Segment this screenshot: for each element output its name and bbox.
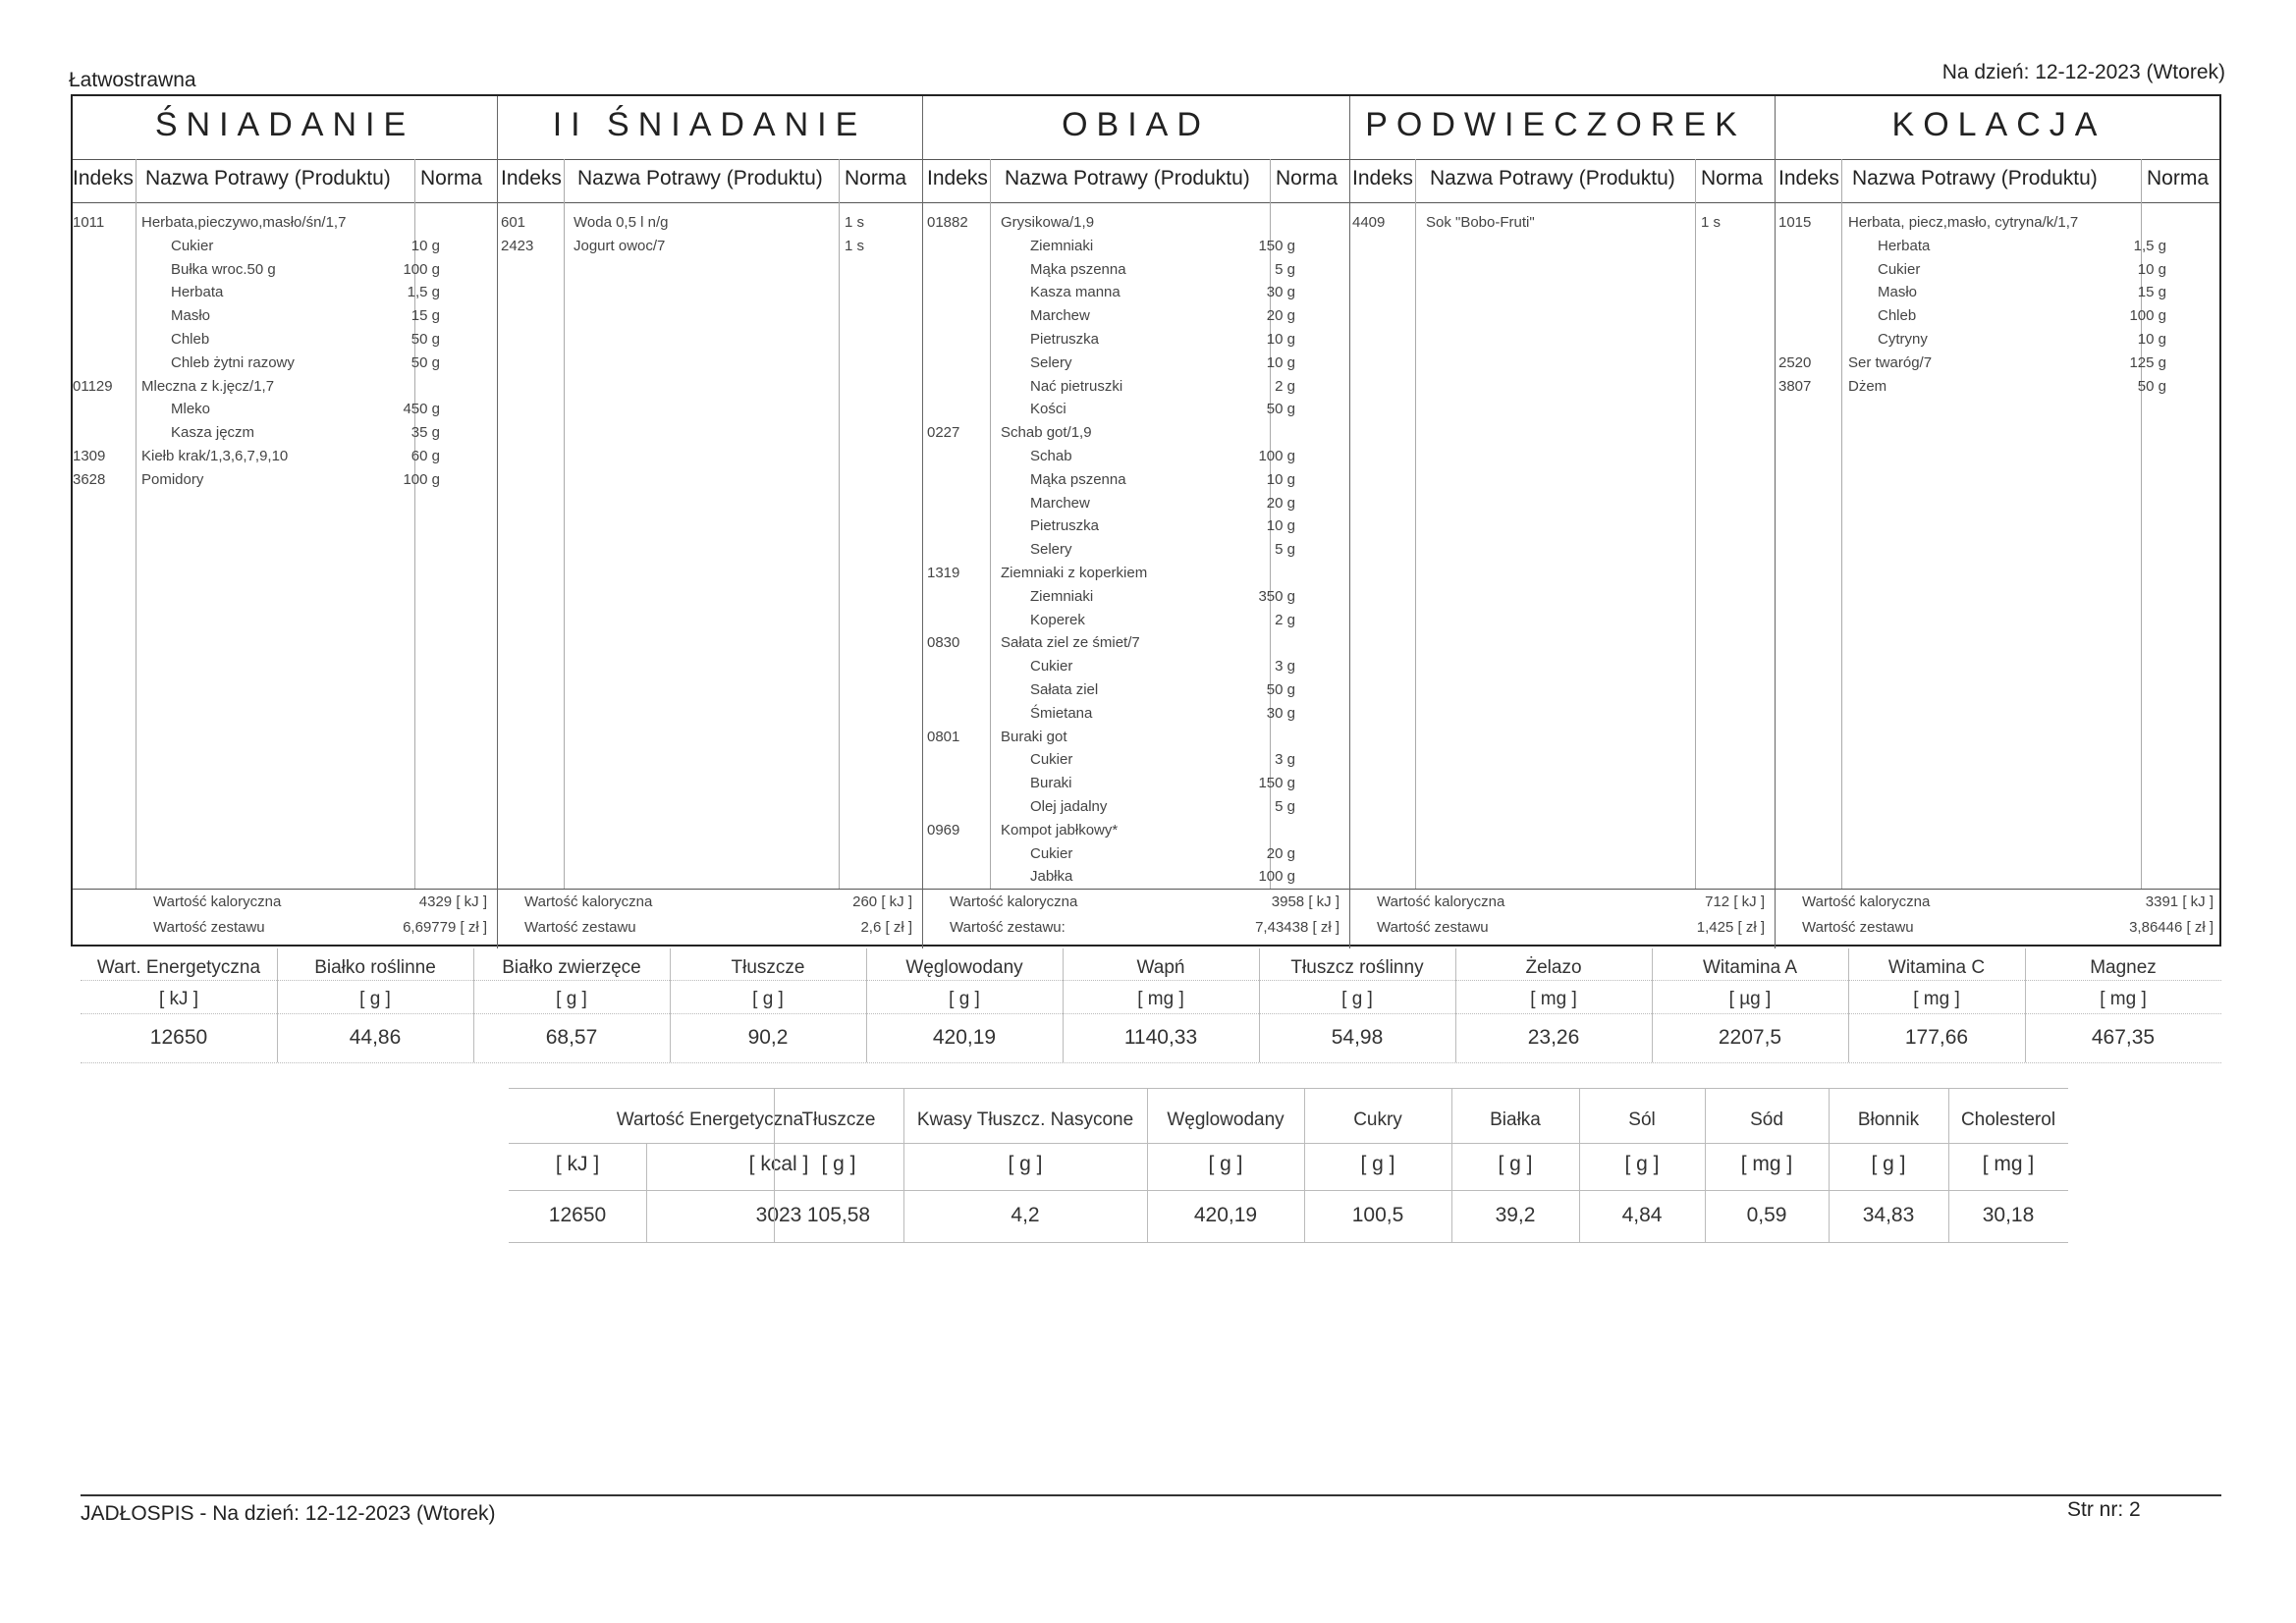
nutrient-unit: [ mg ] xyxy=(1913,989,1960,1009)
nutrient2-value: 34,83 xyxy=(1862,1204,1915,1226)
meal-divider xyxy=(497,96,498,948)
row-norma: 30 g xyxy=(1266,704,1295,722)
row-product-name: Buraki got xyxy=(1001,728,1067,745)
row-norma: 50 g xyxy=(1266,401,1295,418)
meal-title: ŚNIADANIE xyxy=(154,106,415,143)
kcal-value: 712 [ kJ ] xyxy=(1705,893,1765,910)
column-divider xyxy=(1841,159,1842,889)
row-index: 0830 xyxy=(927,634,960,652)
row-norma: 100 g xyxy=(1258,448,1295,464)
kcal-value: 3391 [ kJ ] xyxy=(2145,893,2214,910)
nutrient-header: Tłuszcz roślinny xyxy=(1290,957,1424,978)
nutrient-unit: [ mg ] xyxy=(1137,989,1184,1009)
energy-value: 12650 xyxy=(548,1204,607,1226)
cost-value: 7,43438 [ zł ] xyxy=(1255,919,1339,936)
row-product-name: Jogurt owoc/7 xyxy=(574,237,666,254)
nutrient2-divider xyxy=(1304,1088,1305,1243)
row-norma: 1 s xyxy=(1700,214,1721,231)
nutrient2-unit: [ g ] xyxy=(1008,1153,1043,1175)
nutrient-unit: [ g ] xyxy=(752,989,784,1009)
nutrient2-value: 4,84 xyxy=(1621,1204,1663,1226)
page-number: Str nr: 2 xyxy=(2067,1498,2141,1521)
nutrient-header: Witamina C xyxy=(1887,957,1986,978)
footer-title: JADŁOSPIS - Na dzień: 12-12-2023 (Wtorek) xyxy=(81,1502,496,1525)
row-product-name: Woda 0,5 l n/g xyxy=(574,214,669,231)
nutrient2-unit: [ g ] xyxy=(1360,1153,1395,1175)
kcal-label: Wartość kaloryczna xyxy=(950,893,1078,910)
row-product-name: Grysikowa/1,9 xyxy=(1001,214,1095,231)
nutrient2-divider xyxy=(903,1088,904,1243)
meal-title: II ŚNIADANIE xyxy=(552,106,867,143)
nutrient-value: 177,66 xyxy=(1904,1026,1969,1049)
row-norma: 5 g xyxy=(1275,260,1295,278)
row-norma: 1,5 g xyxy=(407,284,440,301)
row-product-name: Pietruszka xyxy=(1030,517,1100,535)
row-product-name: Buraki xyxy=(1030,775,1072,792)
nutrient-value: 12650 xyxy=(149,1026,208,1049)
cost-value: 3,86446 [ zł ] xyxy=(2129,919,2214,936)
row-norma: 350 g xyxy=(1258,587,1295,605)
diet-type: Łatwostrawna xyxy=(69,69,196,91)
nutrient-divider xyxy=(277,948,278,1062)
row-index: 2423 xyxy=(501,237,534,254)
cost-label: Wartość zestawu: xyxy=(950,919,1066,936)
nutrient-divider xyxy=(866,948,867,1062)
nutrient2-value: 100,5 xyxy=(1351,1204,1404,1226)
row-norma: 10 g xyxy=(1266,353,1295,371)
column-divider xyxy=(1695,159,1696,889)
row-norma: 10 g xyxy=(1266,331,1295,348)
row-norma: 5 g xyxy=(1275,541,1295,559)
row-norma: 150 g xyxy=(1258,237,1295,254)
menu-grid xyxy=(71,94,2221,947)
row-index: 01882 xyxy=(927,214,968,231)
energy-unit: [ kcal ] xyxy=(748,1153,809,1175)
kcal-label: Wartość kaloryczna xyxy=(1377,893,1505,910)
nutrient-rule xyxy=(81,980,2221,981)
col-header-nazwa: Nazwa Potrawy (Produktu) xyxy=(1852,167,2098,189)
nutrient-rule xyxy=(81,1013,2221,1014)
nutrient2-unit: [ g ] xyxy=(1208,1153,1243,1175)
nutrient2-divider xyxy=(1147,1088,1148,1243)
nutrient2-header: Błonnik xyxy=(1857,1109,1920,1130)
nutrient2-unit: [ g ] xyxy=(1624,1153,1660,1175)
row-index: 1015 xyxy=(1778,214,1812,231)
row-norma: 20 g xyxy=(1266,307,1295,325)
nutrient-value: 54,98 xyxy=(1331,1026,1384,1049)
row-product-name: Mąka pszenna xyxy=(1030,260,1126,278)
meal-title: OBIAD xyxy=(1062,106,1210,143)
row-norma: 1 s xyxy=(844,214,864,231)
nutrient-unit: [ g ] xyxy=(1341,989,1373,1009)
nutrient2-value: 105,58 xyxy=(806,1204,871,1226)
nutrient-header: Żelazo xyxy=(1525,957,1582,978)
kcal-value: 3958 [ kJ ] xyxy=(1271,893,1339,910)
nutrient2-unit: [ g ] xyxy=(1498,1153,1533,1175)
nutrient-unit: [ g ] xyxy=(359,989,391,1009)
row-norma: 1 s xyxy=(844,237,864,254)
row-product-name: Cytryny xyxy=(1878,331,1928,348)
row-product-name: Ziemniaki z koperkiem xyxy=(1001,565,1148,581)
nutrient-unit: [ µg ] xyxy=(1728,989,1772,1009)
nutrient2-unit: [ mg ] xyxy=(1982,1153,2035,1175)
meal-divider xyxy=(922,96,923,948)
row-product-name: Cukier xyxy=(171,237,214,254)
row-norma: 10 g xyxy=(1266,517,1295,535)
row-norma: 20 g xyxy=(1266,494,1295,512)
row-norma: 50 g xyxy=(2137,377,2166,395)
nutrient2-divider xyxy=(1829,1088,1830,1243)
nutrient2-value: 0,59 xyxy=(1746,1204,1787,1226)
nutrient2-header: Sód xyxy=(1750,1109,1783,1130)
nutrient2-unit: [ mg ] xyxy=(1740,1153,1793,1175)
col-header-indeks: Indeks xyxy=(927,167,988,189)
row-product-name: Bułka wroc.50 g xyxy=(171,260,276,278)
nutrient2-divider xyxy=(1579,1088,1580,1243)
nutrient-value: 90,2 xyxy=(747,1026,789,1049)
row-product-name: Cukier xyxy=(1030,751,1073,769)
row-norma: 15 g xyxy=(2137,284,2166,301)
nutrient2-value: 39,2 xyxy=(1495,1204,1536,1226)
row-norma: 50 g xyxy=(410,331,440,348)
nutrient-divider xyxy=(473,948,474,1062)
nutrient2-divider xyxy=(1705,1088,1706,1243)
nutrient-value: 68,57 xyxy=(545,1026,598,1049)
row-norma: 10 g xyxy=(2137,331,2166,348)
row-product-name: Ser twaróg/7 xyxy=(1848,353,1933,371)
column-divider xyxy=(564,159,565,889)
nutrient2-divider xyxy=(1451,1088,1452,1243)
row-index: 01129 xyxy=(73,377,113,395)
meal-title: KOLACJA xyxy=(1891,106,2106,143)
row-product-name: Selery xyxy=(1030,353,1072,371)
row-norma: 15 g xyxy=(410,307,440,325)
nutrient2-divider xyxy=(774,1088,775,1243)
row-norma: 35 g xyxy=(410,424,440,442)
row-product-name: Sałata ziel ze śmiet/7 xyxy=(1001,634,1140,652)
col-header-nazwa: Nazwa Potrawy (Produktu) xyxy=(1005,167,1250,189)
row-index: 4409 xyxy=(1352,214,1386,231)
nutrient2-header: Węglowodany xyxy=(1167,1109,1285,1130)
nutrient-header: Witamina A xyxy=(1702,957,1798,978)
row-norma: 1,5 g xyxy=(2133,237,2166,254)
row-norma: 3 g xyxy=(1275,658,1295,676)
nutrient-divider xyxy=(670,948,671,1062)
nutrient-divider xyxy=(1259,948,1260,1062)
col-header-norma: Norma xyxy=(2147,167,2210,189)
row-product-name: Mleko xyxy=(171,401,211,418)
row-product-name: Herbata,pieczywo,masło/śn/1,7 xyxy=(141,214,347,231)
cost-label: Wartość zestawu xyxy=(1802,919,1914,936)
column-divider xyxy=(839,159,840,889)
row-product-name: Chleb xyxy=(171,331,210,348)
kcal-value: 4329 [ kJ ] xyxy=(418,893,487,910)
row-product-name: Herbata, piecz,masło, cytryna/k/1,7 xyxy=(1848,214,2079,231)
energy-header: Wartość Energetyczna xyxy=(616,1109,804,1130)
nutrient2-header: Cholesterol xyxy=(1960,1109,2056,1130)
row-product-name: Cukier xyxy=(1878,260,1921,278)
nutrient-value: 467,35 xyxy=(2091,1026,2156,1049)
col-header-norma: Norma xyxy=(420,167,483,189)
row-norma: 150 g xyxy=(1258,775,1295,792)
row-index: 3628 xyxy=(73,470,106,488)
cost-value: 1,425 [ zł ] xyxy=(1696,919,1765,936)
row-norma: 10 g xyxy=(410,237,440,254)
nutrient2-rule xyxy=(509,1190,2068,1191)
row-product-name: Marchew xyxy=(1030,494,1090,512)
column-divider xyxy=(1415,159,1416,889)
row-product-name: Schab got/1,9 xyxy=(1001,424,1092,442)
row-index: 0969 xyxy=(927,821,960,839)
nutrient-rule xyxy=(81,1062,2221,1063)
row-norma: 5 g xyxy=(1275,798,1295,815)
row-norma: 50 g xyxy=(1266,681,1295,698)
energy-value: 3023 xyxy=(755,1204,802,1226)
row-index: 1011 xyxy=(73,214,105,231)
row-norma: 50 g xyxy=(410,353,440,371)
nutrient2-header: Kwasy Tłuszcz. Nasycone xyxy=(916,1109,1134,1130)
nutrient-unit: [ g ] xyxy=(556,989,587,1009)
col-header-nazwa: Nazwa Potrawy (Produktu) xyxy=(1430,167,1675,189)
nutrient-header: Węglowodany xyxy=(905,957,1023,978)
col-header-norma: Norma xyxy=(845,167,907,189)
row-product-name: Ziemniaki xyxy=(1030,237,1094,254)
col-header-nazwa: Nazwa Potrawy (Produktu) xyxy=(577,167,823,189)
row-index: 2520 xyxy=(1778,353,1812,371)
nutrient-divider xyxy=(1848,948,1849,1062)
nutrient2-divider xyxy=(1948,1088,1949,1243)
nutrient2-unit: [ g ] xyxy=(821,1153,856,1175)
row-norma: 2 g xyxy=(1275,377,1295,395)
row-product-name: Kasza manna xyxy=(1030,284,1121,301)
nutrient-header: Magnez xyxy=(2090,957,2157,978)
row-index: 1319 xyxy=(927,565,960,581)
meal-divider xyxy=(1775,96,1776,948)
row-norma: 2 g xyxy=(1275,611,1295,628)
row-product-name: Jabłka xyxy=(1030,868,1073,886)
kcal-value: 260 [ kJ ] xyxy=(852,893,912,910)
row-product-name: Sok "Bobo-Fruti" xyxy=(1426,214,1535,231)
row-product-name: Selery xyxy=(1030,541,1072,559)
row-norma: 450 g xyxy=(403,401,440,418)
col-header-indeks: Indeks xyxy=(1352,167,1413,189)
row-norma: 3 g xyxy=(1275,751,1295,769)
nutrient-value: 2207,5 xyxy=(1718,1026,1782,1049)
energy-unit: [ kJ ] xyxy=(555,1153,600,1175)
col-header-indeks: Indeks xyxy=(73,167,134,189)
nutrient-value: 1140,33 xyxy=(1123,1026,1198,1049)
cost-value: 2,6 [ zł ] xyxy=(860,919,912,936)
meal-title: PODWIECZOREK xyxy=(1365,106,1746,143)
nutrient-divider xyxy=(1063,948,1064,1062)
row-product-name: Kasza jęczm xyxy=(171,424,255,442)
row-product-name: Śmietana xyxy=(1030,704,1093,722)
nutrient-unit: [ g ] xyxy=(949,989,980,1009)
row-product-name: Nać pietruszki xyxy=(1030,377,1123,395)
col-header-indeks: Indeks xyxy=(501,167,562,189)
nutrient-divider xyxy=(1652,948,1653,1062)
kcal-label: Wartość kaloryczna xyxy=(524,893,653,910)
nutrient2-value: 420,19 xyxy=(1193,1204,1258,1226)
col-header-norma: Norma xyxy=(1276,167,1339,189)
nutrient2-value: 4,2 xyxy=(1011,1204,1040,1226)
cost-label: Wartość zestawu xyxy=(1377,919,1489,936)
row-norma: 100 g xyxy=(403,260,440,278)
cost-value: 6,69779 [ zł ] xyxy=(403,919,487,936)
row-product-name: Marchew xyxy=(1030,307,1090,325)
row-norma: 100 g xyxy=(1258,868,1295,886)
row-product-name: Kompot jabłkowy* xyxy=(1001,821,1119,839)
nutrient-header: Wapń xyxy=(1136,957,1185,978)
row-norma: 10 g xyxy=(1266,470,1295,488)
row-norma: 30 g xyxy=(1266,284,1295,301)
col-header-norma: Norma xyxy=(1701,167,1764,189)
nutrient2-divider xyxy=(646,1143,647,1243)
column-divider xyxy=(136,159,137,889)
nutrient-divider xyxy=(2025,948,2026,1062)
row-index: 601 xyxy=(501,214,526,231)
row-index: 0801 xyxy=(927,728,960,745)
nutrient2-unit: [ g ] xyxy=(1871,1153,1906,1175)
nutrient-value: 44,86 xyxy=(349,1026,402,1049)
row-norma: 125 g xyxy=(2129,353,2166,371)
row-product-name: Olej jadalny xyxy=(1030,798,1108,815)
nutrient2-value: 30,18 xyxy=(1982,1204,2035,1226)
nutrient2-header: Sól xyxy=(1628,1109,1656,1130)
col-header-indeks: Indeks xyxy=(1778,167,1839,189)
cost-label: Wartość zestawu xyxy=(153,919,265,936)
nutrient2-header: Białka xyxy=(1490,1109,1541,1130)
row-norma: 100 g xyxy=(403,470,440,488)
nutrient-unit: [ mg ] xyxy=(1530,989,1577,1009)
nutrient-divider xyxy=(1455,948,1456,1062)
row-product-name: Masło xyxy=(171,307,211,325)
row-norma: 20 g xyxy=(1266,844,1295,862)
row-product-name: Schab xyxy=(1030,448,1072,464)
nutrient2-header: Cukry xyxy=(1353,1109,1402,1130)
row-product-name: Chleb xyxy=(1878,307,1917,325)
cost-label: Wartość zestawu xyxy=(524,919,636,936)
nutrient-header: Białko roślinne xyxy=(314,957,436,978)
row-product-name: Kości xyxy=(1030,401,1066,418)
nutrient-value: 23,26 xyxy=(1527,1026,1580,1049)
row-product-name: Kiełb krak/1,3,6,7,9,10 xyxy=(141,448,289,464)
row-index: 1309 xyxy=(73,448,106,464)
column-divider xyxy=(990,159,991,889)
col-header-nazwa: Nazwa Potrawy (Produktu) xyxy=(145,167,391,189)
row-product-name: Herbata xyxy=(1878,237,1931,254)
row-product-name: Mąka pszenna xyxy=(1030,470,1126,488)
row-norma: 100 g xyxy=(2129,307,2166,325)
row-product-name: Pomidory xyxy=(141,470,204,488)
row-product-name: Cukier xyxy=(1030,658,1073,676)
nutrient2-header: Tłuszcze xyxy=(801,1109,876,1130)
row-product-name: Herbata xyxy=(171,284,224,301)
nutrient2-rule xyxy=(509,1143,2068,1144)
row-product-name: Ziemniaki xyxy=(1030,587,1094,605)
row-product-name: Mleczna z k.jęcz/1,7 xyxy=(141,377,275,395)
row-product-name: Pietruszka xyxy=(1030,331,1100,348)
row-product-name: Cukier xyxy=(1030,844,1073,862)
nutrient-header: Tłuszcze xyxy=(731,957,805,978)
nutrient-header: Białko zwierzęce xyxy=(502,957,641,978)
row-product-name: Dżem xyxy=(1848,377,1887,395)
row-product-name: Chleb żytni razowy xyxy=(171,353,295,371)
nutrient-value: 420,19 xyxy=(932,1026,997,1049)
footer-divider xyxy=(81,1494,2221,1496)
row-norma: 10 g xyxy=(2137,260,2166,278)
menu-date: Na dzień: 12-12-2023 (Wtorek) xyxy=(1941,61,2225,83)
meal-divider xyxy=(1349,96,1350,948)
row-product-name: Sałata ziel xyxy=(1030,681,1099,698)
kcal-label: Wartość kaloryczna xyxy=(153,893,282,910)
nutrient-unit: [ mg ] xyxy=(2100,989,2147,1009)
nutrient-header: Wart. Energetyczna xyxy=(96,957,261,978)
row-index: 3807 xyxy=(1778,377,1812,395)
row-product-name: Koperek xyxy=(1030,611,1085,628)
row-index: 0227 xyxy=(927,424,960,442)
row-norma: 60 g xyxy=(410,448,440,464)
kcal-label: Wartość kaloryczna xyxy=(1802,893,1931,910)
row-product-name: Masło xyxy=(1878,284,1918,301)
nutrient-unit: [ kJ ] xyxy=(158,989,199,1009)
